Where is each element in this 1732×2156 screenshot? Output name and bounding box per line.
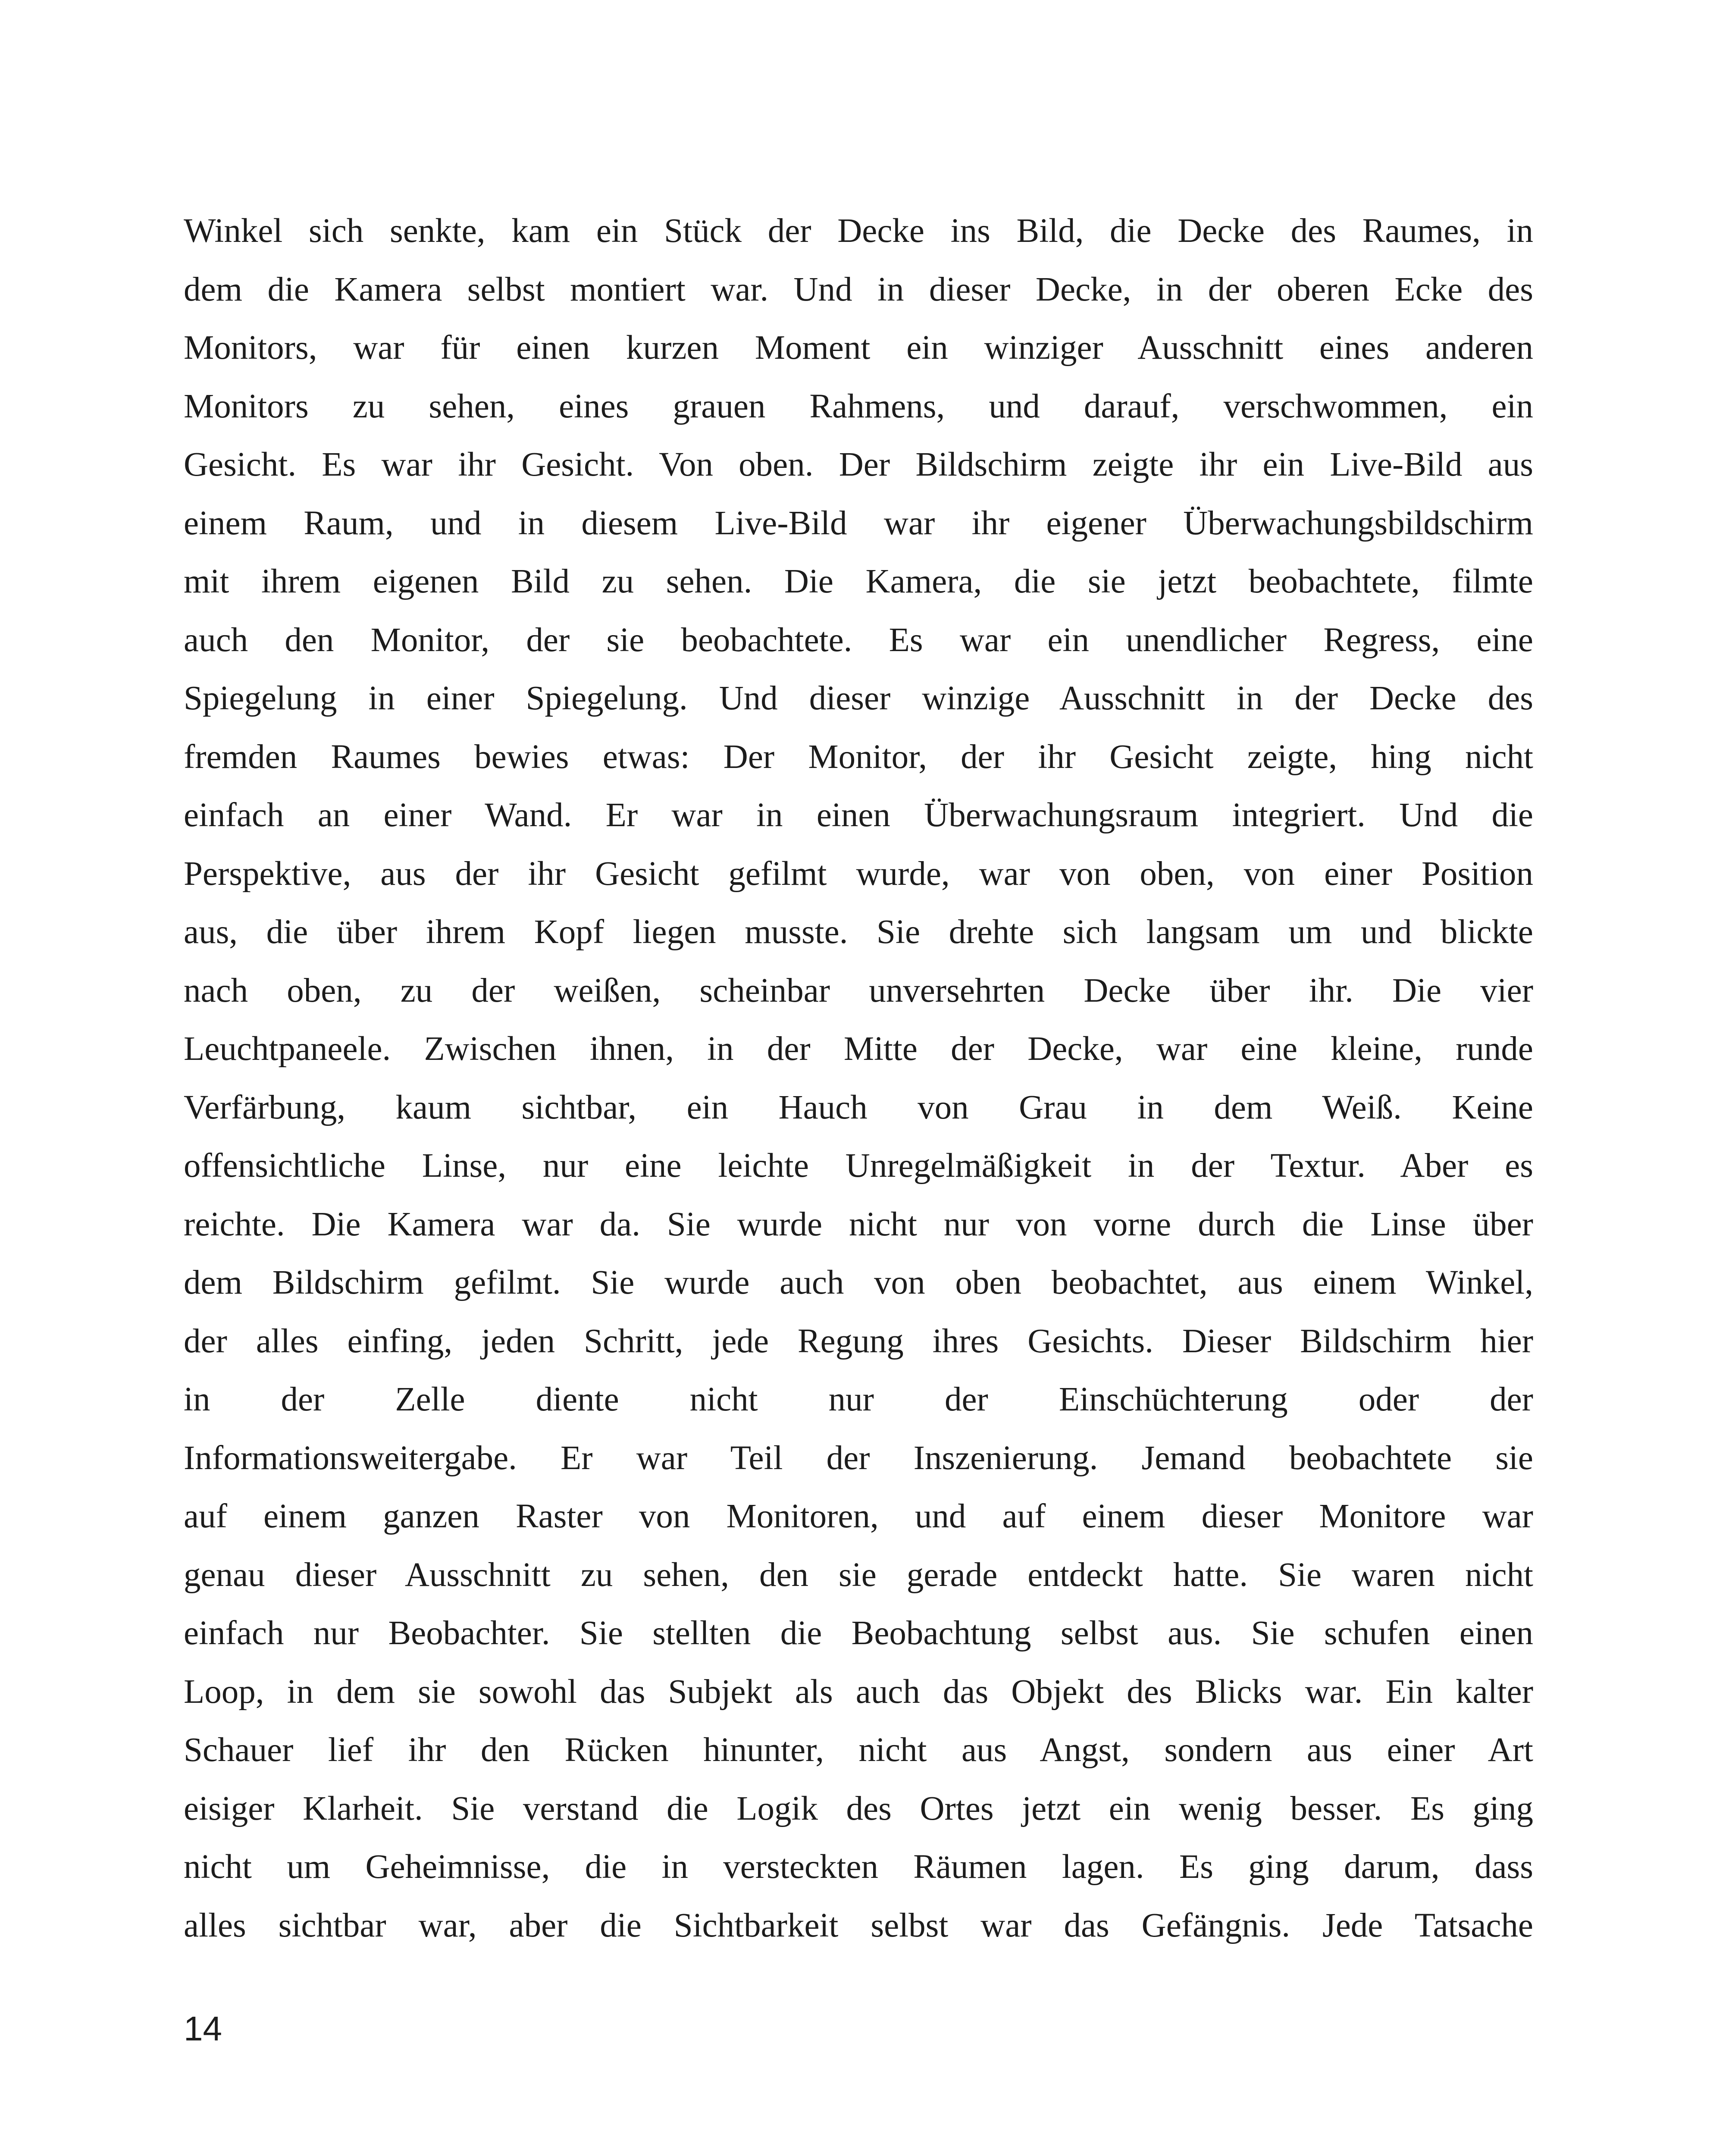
text-line: Informationsweitergabe. Er war Teil der Inszenierung. Jemand beobachtete sie xyxy=(184,1439,1533,1477)
text-line: in der Zelle diente nicht nur der Einschüchterung oder der xyxy=(184,1381,1533,1418)
text-line: offensichtliche Linse, nur eine leichte Unregelmäßigkeit in der Textur. Aber es xyxy=(184,1147,1533,1185)
text-line: genau dieser Ausschnitt zu sehen, den sie gerade entdeckt hatte. Sie waren nicht xyxy=(184,1556,1533,1594)
text-line: einfach nur Beobachter. Sie stellten die Beobachtung selbst aus. Sie schufen einen xyxy=(184,1614,1533,1652)
text-line: einfach an einer Wand. Er war in einen Überwachungsraum integriert. Und die xyxy=(184,796,1533,834)
text-line: Loop, in dem sie sowohl das Subjekt als auch das Objekt des Blicks war. Ein kalter xyxy=(184,1673,1533,1711)
text-line: Spiegelung in einer Spiegelung. Und dieser winzige Ausschnitt in der Decke des xyxy=(184,680,1533,717)
text-line: Gesicht. Es war ihr Gesicht. Von oben. Der Bildschirm zeigte ihr ein Live-Bild aus xyxy=(184,446,1533,483)
body-text xyxy=(184,202,1533,1955)
text-line: mit ihrem eigenen Bild zu sehen. Die Kamera, die sie jetzt beobachtete, filmte xyxy=(184,563,1533,600)
text-line: aus, die über ihrem Kopf liegen musste. Sie drehte sich langsam um und blickte xyxy=(184,913,1533,951)
page-number: 14 xyxy=(184,2009,222,2048)
text-line: der alles einfing, jeden Schritt, jede Regung ihres Gesichts. Dieser Bildschirm hier xyxy=(184,1322,1533,1360)
text-line: alles sichtbar war, aber die Sichtbarkeit selbst war das Gefängnis. Jede Tatsache xyxy=(184,1906,1533,1944)
text-line: Monitors zu sehen, eines grauen Rahmens, und darauf, verschwommen, ein xyxy=(184,387,1533,425)
text-line: Schauer lief ihr den Rücken hinunter, nicht aus Angst, sondern aus einer Art xyxy=(184,1731,1533,1769)
text-line: Monitors, war für einen kurzen Moment ein winziger Ausschnitt eines anderen xyxy=(184,329,1533,367)
text-line: fremden Raumes bewies etwas: Der Monitor, der ihr Gesicht zeigte, hing nicht xyxy=(184,738,1533,776)
text-line: Leuchtpaneele. Zwischen ihnen, in der Mitte der Decke, war eine kleine, runde xyxy=(184,1030,1533,1068)
text-line: dem die Kamera selbst montiert war. Und in dieser Decke, in der oberen Ecke des xyxy=(184,270,1533,308)
text-line: dem Bildschirm gefilmt. Sie wurde auch von oben beobachtet, aus einem Winkel, xyxy=(184,1264,1533,1301)
text-line: nicht um Geheimnisse, die in versteckten Räumen lagen. Es ging darum, dass xyxy=(184,1848,1533,1886)
text-line: reichte. Die Kamera war da. Sie wurde nicht nur von vorne durch die Linse über xyxy=(184,1205,1533,1243)
text-line: Winkel sich senkte, kam ein Stück der Decke ins Bild, die Decke des Raumes, in xyxy=(184,212,1533,250)
text-line: auch den Monitor, der sie beobachtete. Es war ein unendlicher Regress, eine xyxy=(184,621,1533,659)
text-line: Verfärbung, kaum sichtbar, ein Hauch von Grau in dem Weiß. Keine xyxy=(184,1088,1533,1126)
text-line: Perspektive, aus der ihr Gesicht gefilmt wurde, war von oben, von einer Position xyxy=(184,855,1533,893)
text-line: nach oben, zu der weißen, scheinbar unversehrten Decke über ihr. Die vier xyxy=(184,971,1533,1009)
text-line: auf einem ganzen Raster von Monitoren, und auf einem dieser Monitore war xyxy=(184,1498,1533,1535)
text-line: eisiger Klarheit. Sie verstand die Logik des Ortes jetzt ein wenig besser. Es ging xyxy=(184,1789,1533,1827)
text-line: einem Raum, und in diesem Live-Bild war ihr eigener Überwachungsbildschirm xyxy=(184,504,1533,542)
